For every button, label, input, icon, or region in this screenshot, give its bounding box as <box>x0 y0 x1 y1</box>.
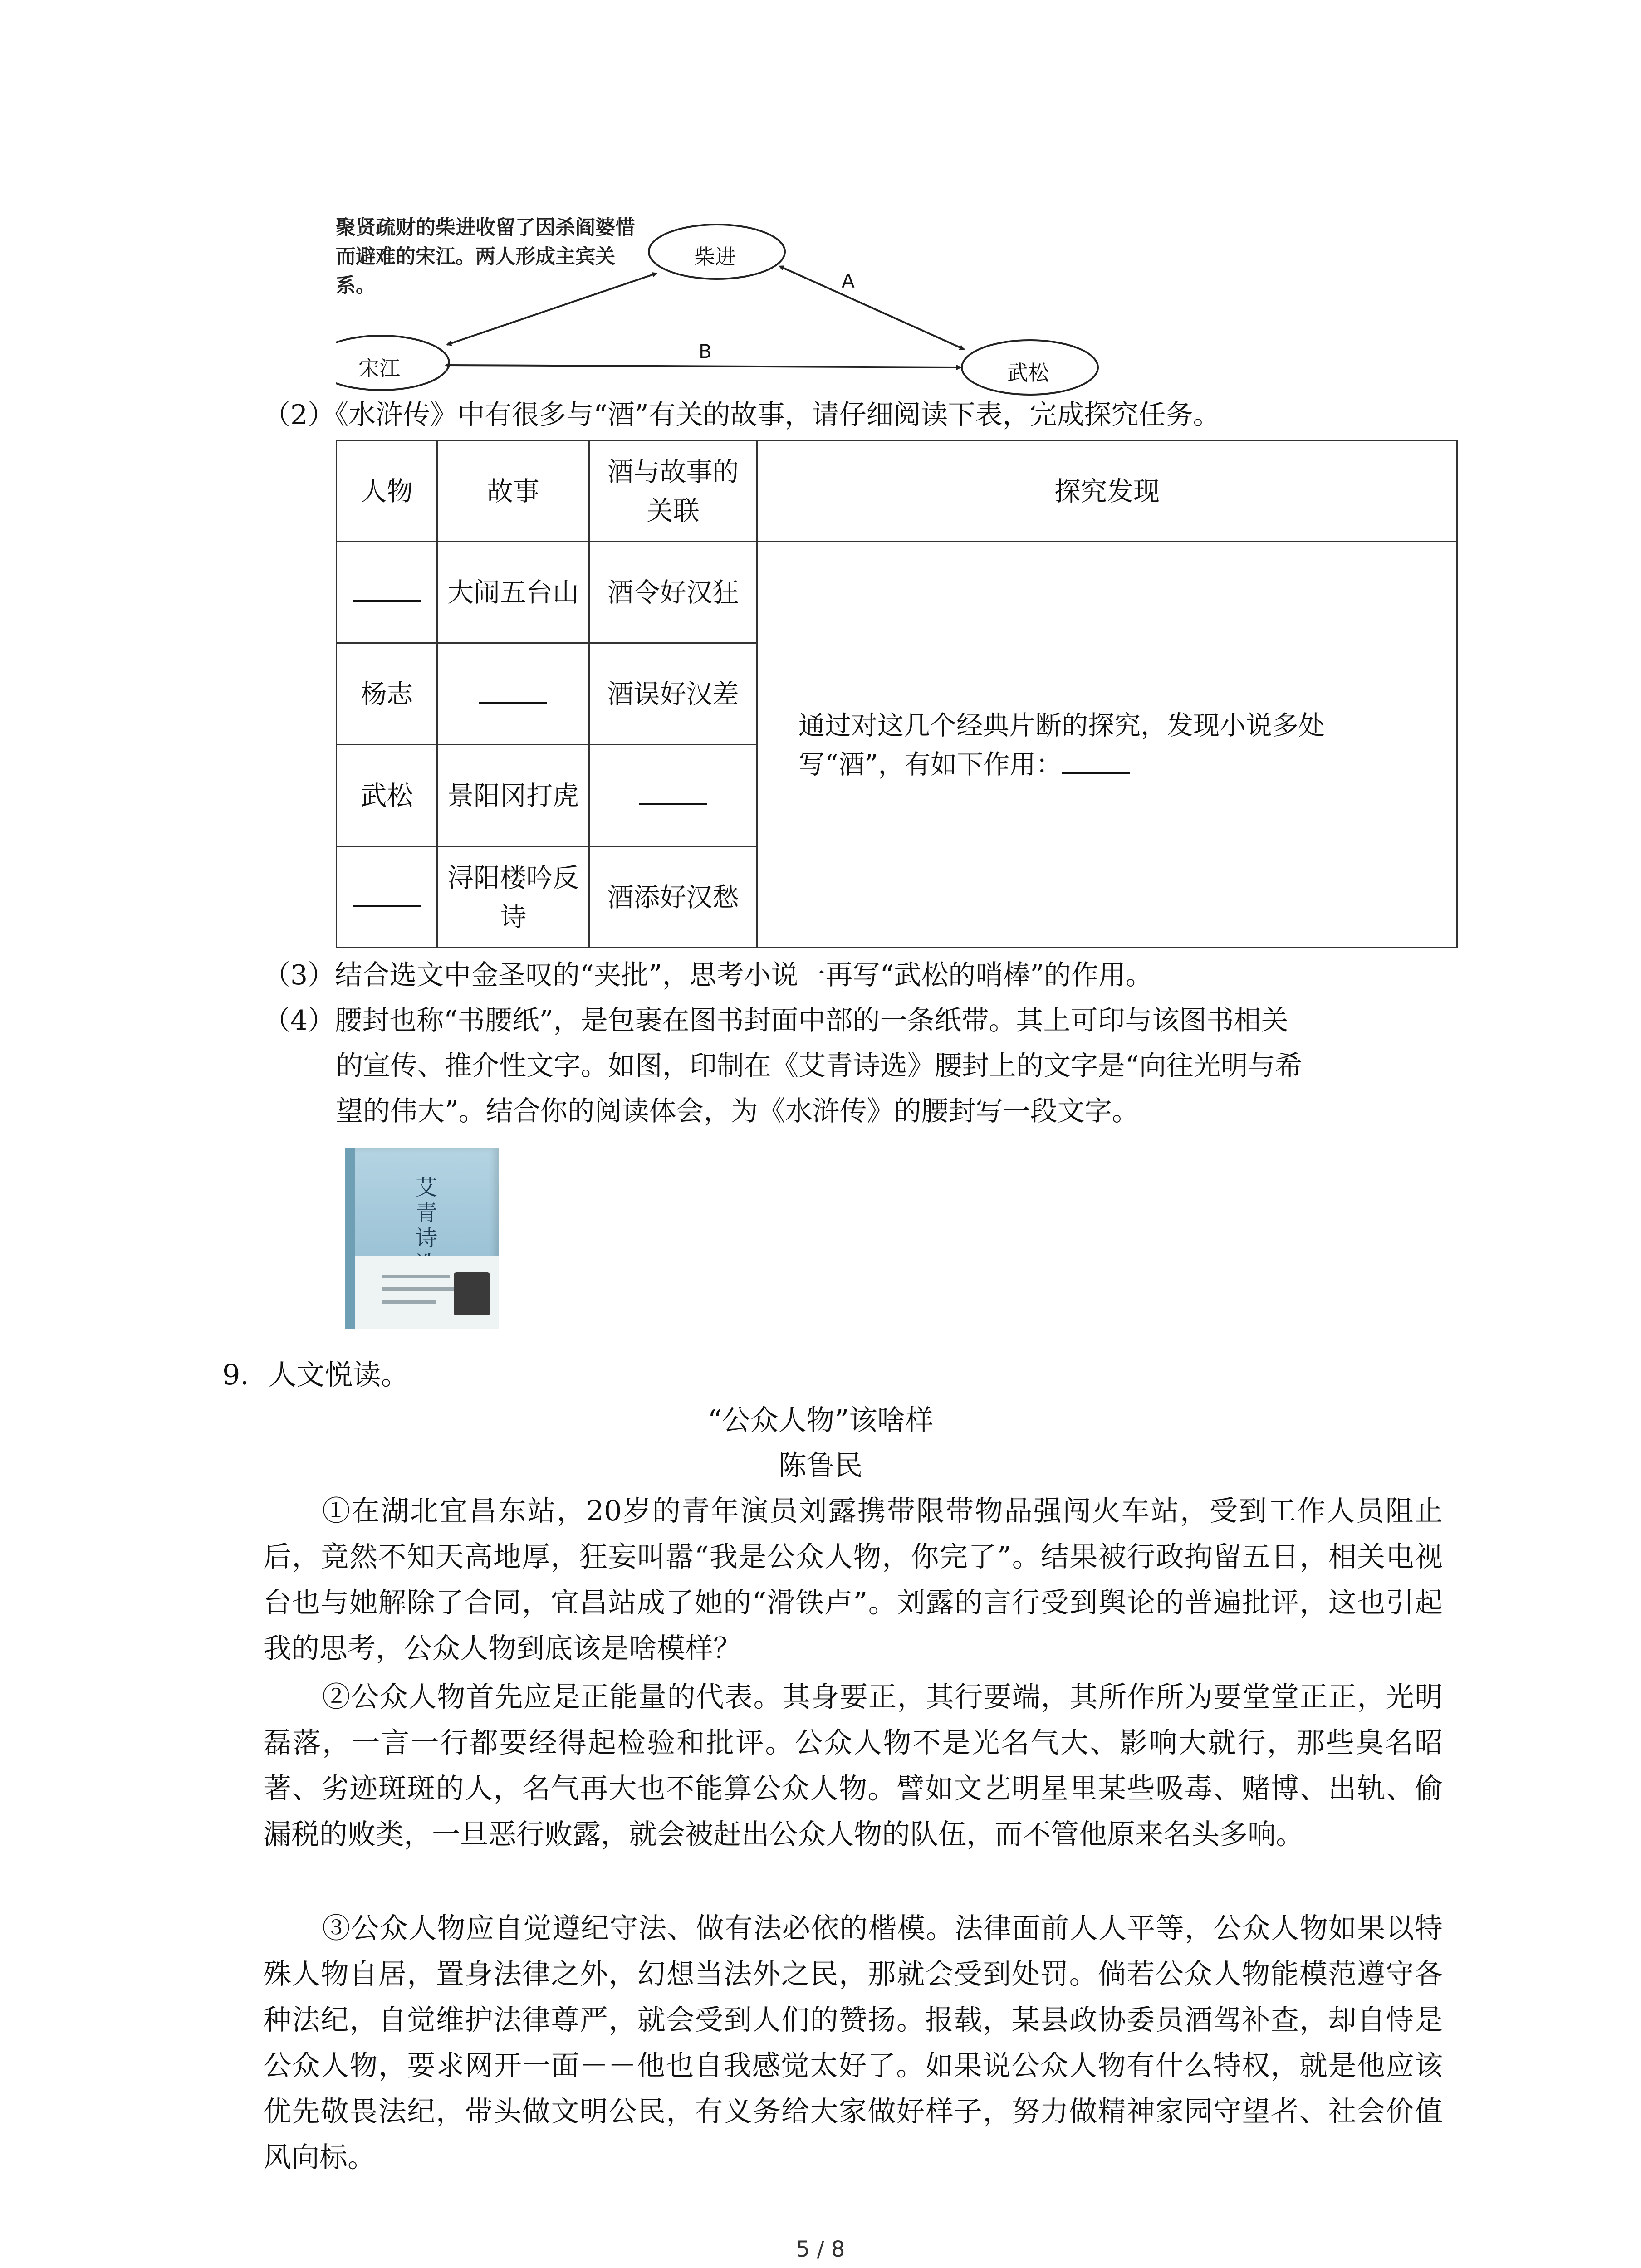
wine-story-table <box>336 440 1458 948</box>
article-title: “公众人物”该啥样 <box>707 1403 934 1437</box>
question-4-line-1: （4）腰封也称“书腰纸”，是包裹在图书封面中部的一条纸带。其上可印与该图书相关 <box>263 1005 1288 1036</box>
cell-story: 浔阳楼吟反诗 <box>437 846 589 948</box>
cell-person: 武松 <box>337 745 437 846</box>
article-paragraph-1 <box>263 1488 1443 1671</box>
article-author: 陈鲁民 <box>778 1449 863 1482</box>
edge-label-a: A <box>842 270 855 292</box>
header-person: 人物 <box>337 441 437 542</box>
node-label-right: 武松 <box>1007 361 1049 385</box>
question-9-heading: 9．人文悦读。 <box>222 1358 409 1391</box>
edge-label-b: B <box>699 340 712 362</box>
edge-chai-song <box>447 274 653 345</box>
cell-story-blank <box>437 643 589 745</box>
band-text-line <box>382 1300 436 1304</box>
answer-blank <box>1062 758 1130 774</box>
page-number: 5 / 8 <box>796 2237 845 2262</box>
node-label-left: 宋江 <box>358 356 400 381</box>
diagram-note: 聚贤疏财的柴进收留了因杀阎婆惜而避难的宋江。两人形成主宾关系。 <box>336 216 635 297</box>
header-relation: 酒与故事的关联 <box>589 441 757 542</box>
cell-person-blank <box>337 542 437 643</box>
answer-blank <box>639 790 707 805</box>
cell-relation: 酒误好汉差 <box>589 643 757 745</box>
cell-relation: 酒令好汉狂 <box>589 542 757 643</box>
band-text-line <box>382 1275 450 1278</box>
book-spine <box>345 1148 355 1329</box>
table-row <box>337 542 1457 643</box>
article-paragraph-3 <box>263 1905 1443 2180</box>
cell-relation: 酒添好汉愁 <box>589 846 757 948</box>
answer-blank <box>479 688 547 704</box>
paragraph-text: ②公众人物首先应是正能量的代表。其身要正，其行要端，其所作所为要堂堂正正，光明磊落，一言一行都要经得起检验和批评。公众人物不是光名气大、影响大就行，那些臭名昭著、劣迹斑斑的人，名气再大也不能算公众人物。譬如文艺明星里某些吸毒、赌博、出轨、偷漏税的败类，一旦恶行败露，就会被赶出公众人物的队伍，而不管他原来名头多响。 <box>263 1680 1443 1851</box>
cell-story: 景阳冈打虎 <box>437 745 589 846</box>
node-label-top: 柴进 <box>694 244 736 269</box>
answer-blank <box>353 891 421 907</box>
edge-a <box>783 268 964 349</box>
question-3: （3）结合选文中金圣叹的“夹批”，思考小说一再写“武松的哨棒”的作用。 <box>263 959 1153 991</box>
cell-finding <box>757 542 1457 948</box>
table-header-row <box>337 441 1457 542</box>
author-portrait <box>454 1272 490 1315</box>
question-4-line-3: 望的伟大”。结合你的阅读体会，为《水浒传》的腰封写一段文字。 <box>336 1095 1139 1127</box>
answer-blank <box>353 587 421 602</box>
article-paragraph-2 <box>263 1674 1443 1857</box>
book-cover-title: 艾青诗 <box>415 1175 437 1251</box>
cell-relation-blank <box>589 745 757 846</box>
cell-story: 大闹五台山 <box>437 542 589 643</box>
band-text-line <box>382 1287 464 1291</box>
finding-text: 通过对这几个经典片断的探究，发现小说多处写“酒”，有如下作用： <box>798 709 1325 780</box>
paragraph-text: ③公众人物应自觉遵纪守法、做有法必依的楷模。法律面前人人平等，公众人物如果以特殊人物自居，置身法律之外，幻想当法外之民，那就会受到处罚。倘若公众人物能模范遵守各种法纪，自觉维护法律尊严，就会受到人们的赞扬。报载，某县政协委员酒驾补查，却自恃是公众人物，要求网开一面－－他也自我感觉太好了。如果说公众人物有什么特权，就是他应该优先敬畏法纪，带头做文明公民，有义务给大家做好样子，努力做精神家园守望者、社会价值风向标。 <box>263 1911 1443 2174</box>
edge-b <box>449 365 961 367</box>
relationship-diagram <box>336 213 1116 404</box>
book-cover-image <box>345 1148 499 1329</box>
paragraph-text: ①在湖北宜昌东站，20岁的青年演员刘露携带限带物品强闯火车站，受到工作人员阻止后，竟然不知天高地厚，狂妄叫嚣“我是公众人物，你完了”。结果被行政拘留五日，相关电视台也与她解除了合同，宜昌站成了她的“滑铁卢”。刘露的言行受到舆论的普遍批评，这也引起我的思考，公众人物到底该是啥模样？ <box>263 1494 1443 1665</box>
header-story: 故事 <box>437 441 589 542</box>
header-finding: 探究发现 <box>757 441 1457 542</box>
cell-person: 杨志 <box>337 643 437 745</box>
question-4-line-2: 的宣传、推介性文字。如图，印制在《艾青诗选》腰封上的文字是“向往光明与希 <box>336 1050 1303 1082</box>
cell-person-blank <box>337 846 437 948</box>
question-2: （2）《水浒传》中有很多与“酒”有关的故事，请仔细阅读下表，完成探究任务。 <box>263 399 1220 431</box>
